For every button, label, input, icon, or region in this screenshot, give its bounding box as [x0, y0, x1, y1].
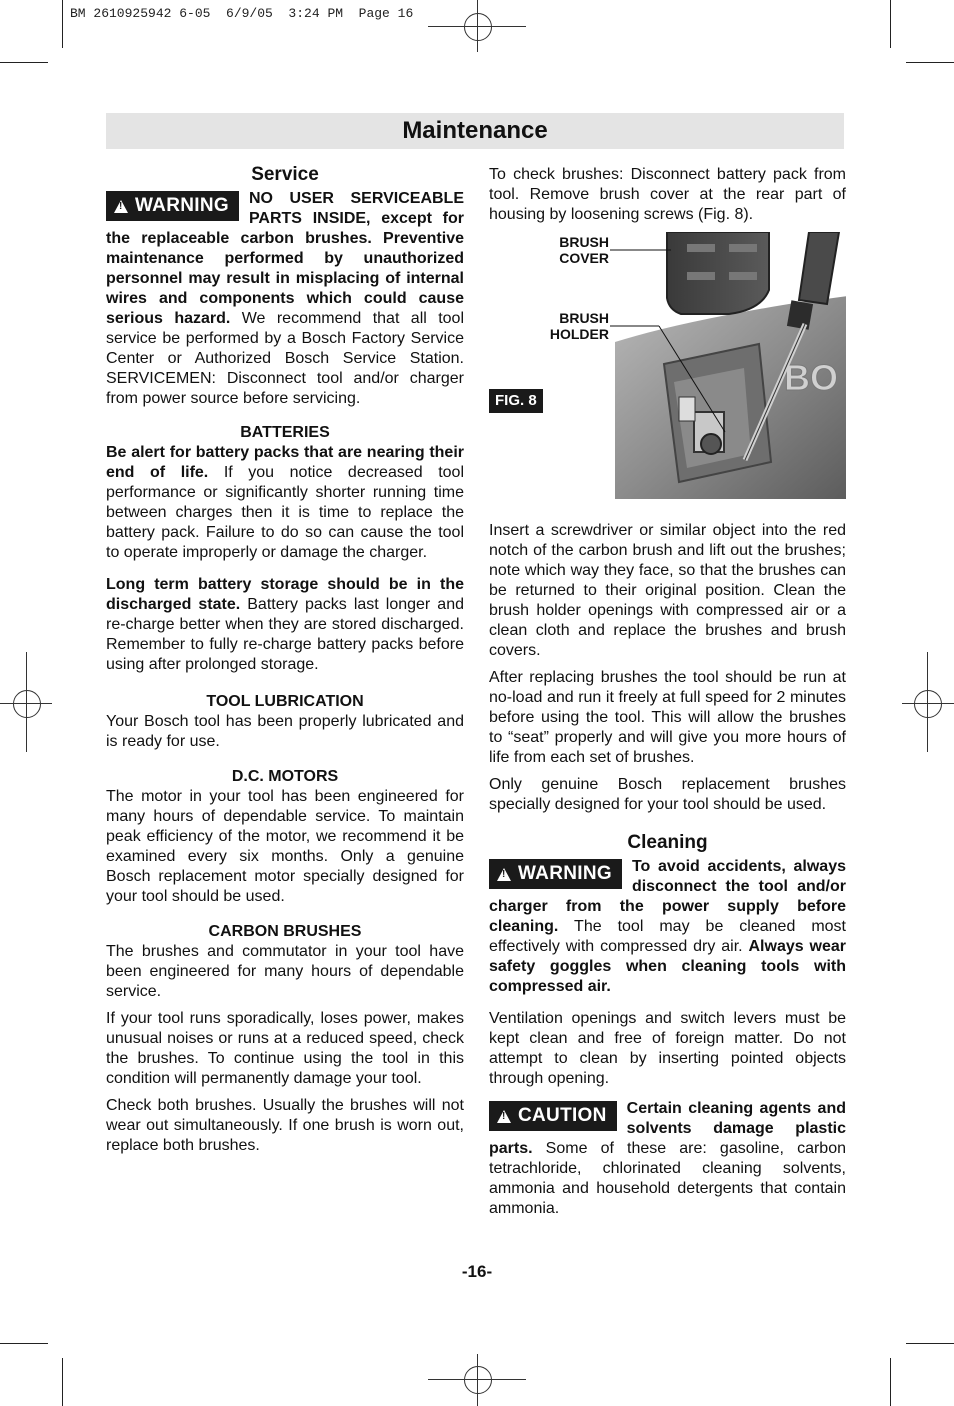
cleaning-heading: Cleaning — [627, 832, 708, 853]
brushes-paragraph-1: The brushes and commutator in your tool have been engineered for many hours of dependable service. — [106, 943, 464, 1000]
crop-mark — [890, 0, 891, 48]
figure-8 — [489, 232, 846, 499]
crop-mark — [906, 62, 954, 63]
brush-holder-callout: BRUSH HOLDER — [549, 310, 609, 342]
brush-cover-callout: BRUSH COVER — [559, 234, 609, 266]
service-heading: Service — [251, 164, 319, 185]
warning-badge: ! WARNING — [489, 859, 622, 889]
motors-text: The motor in your tool has been engineered for many hours of dependable service. To maintain peak efficiency of the motor, we recommend it be examined every six months. Only a genuine Bosch replacement motor specially designed for your tool should be used. — [106, 788, 464, 905]
figure-label: FIG. 8 — [489, 389, 543, 413]
alert-triangle-icon — [497, 1110, 511, 1123]
page-title: Maintenance — [402, 117, 548, 144]
service-paragraph — [106, 189, 464, 409]
brushes-paragraph-3: Check both brushes. Usually the brushes will not wear out simultaneously. If one brush is worn out, replace both brushes. — [106, 1097, 464, 1154]
page-number: -16- — [461, 1262, 493, 1281]
insert-screwdriver-text: Insert a screwdriver or similar object into the red notch of the carbon brush and lift out the brushes; note which way they face, so that the brushes can be returned to their original position. Clean the brush holder openings with compressed air or a clean cloth and replace the brushes and brush covers. — [489, 522, 846, 659]
title-bar — [106, 113, 844, 149]
check-brushes-text: To check brushes: Disconnect battery pack from tool. Remove brush cover at the rear part of housing by loosening screws (Fig. 8). — [489, 166, 846, 223]
crop-mark — [906, 1343, 954, 1344]
caution-paragraph: ! CAUTION Certain cleaning agents and solvents damage plastic parts. Some of these are: gasoline, carbon tetrachloride, chlorinated cleaning solvents, ammonia and household detergents that contain ammonia. — [489, 1099, 846, 1219]
service-text: We recommend that all tool service be performed by a Bosch Factory Service Center or Authorized Bosch Service Station. SERVICEMEN: Disconnect tool and/or charger from power source before servicing. — [106, 310, 464, 407]
ventilation-text: Ventilation openings and switch levers must be kept clean and free of foreign matter. Do not attempt to clean by inserting pointed objects through opening. — [489, 1010, 846, 1087]
genuine-brushes-text: Only genuine Bosch replacement brushes specially designed for your tool should be used. — [489, 776, 846, 813]
print-slug: BM 2610925942 6-05 6/9/05 3:24 PM Page 16 — [70, 6, 414, 21]
cleaning-paragraph: ! WARNING To avoid accidents, always disconnect the tool and/or charger from the power supply before cleaning. The tool may be cleaned most effectively with compressed dry air. Always wear safety goggles when cleaning tools with compressed air. — [489, 857, 846, 997]
brushes-paragraph-2: If your tool runs sporadically, loses power, makes unusual noises or runs at a reduced speed, check the brushes. To continue using the tool in this condition will permanently damage your tool. — [106, 1010, 464, 1087]
batteries-paragraph-2: Long term battery storage should be in the discharged state. Battery packs last longer and re-charge better when they are stored discharged. Remember to fully re-charge battery packs before using after prolonged storage. — [106, 576, 464, 673]
batteries-heading: BATTERIES — [240, 424, 330, 441]
crop-mark — [890, 1358, 891, 1406]
bosch-logo-text: BO — [784, 357, 838, 398]
service-warning-text: NO USER SERVICEABLE PARTS INSIDE, except for the replaceable carbon brushes. Preventive maintenance performed by unauthorized personnel may result in misplacing of internal wires and components which could cause serious hazard. — [106, 190, 464, 327]
crop-mark — [62, 0, 63, 48]
brush-figure-illustration — [489, 232, 846, 499]
lubrication-heading: TOOL LUBRICATION — [206, 693, 364, 710]
alert-triangle-icon — [497, 868, 511, 881]
lubrication-text: Your Bosch tool has been properly lubricated and is ready for use. — [106, 713, 464, 750]
batteries-paragraph-1: Be alert for battery packs that are nearing their end of life. If you notice decreased tool performance or significantly shorter running time between charges then it is time to replace the battery pack. Failure to do so can cause the tool to operate improperly or damage the charger. — [106, 444, 464, 561]
brushes-heading: CARBON BRUSHES — [208, 923, 362, 940]
caution-badge: ! CAUTION — [489, 1101, 617, 1131]
motors-heading: D.C. MOTORS — [231, 768, 339, 785]
warning-badge: ! WARNING — [106, 191, 239, 221]
crop-mark — [62, 1358, 63, 1406]
left-column — [106, 165, 464, 1163]
crop-mark — [0, 1343, 48, 1344]
after-replacing-text: After replacing brushes the tool should be run at no-load and run it freely at full speed for 2 minutes before using the tool. This will allow the brushes to “seat” properly and will give you more hours of life from each set of brushes. — [489, 669, 846, 766]
right-column — [489, 165, 846, 1226]
crop-mark — [0, 62, 48, 63]
alert-triangle-icon — [114, 200, 128, 213]
